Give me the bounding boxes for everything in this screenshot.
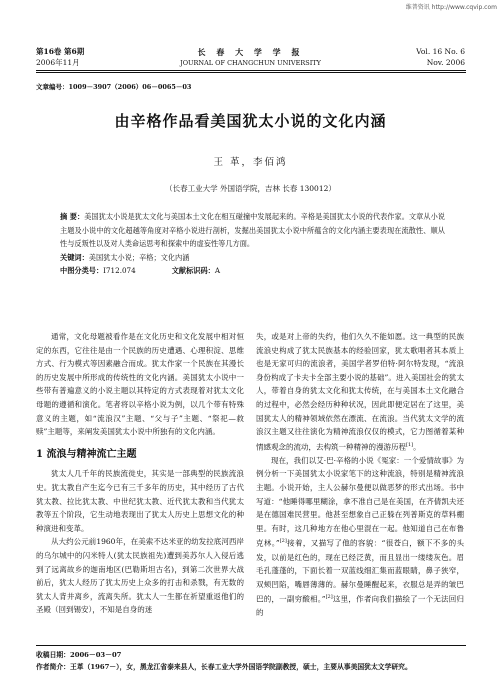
watermark: 维普资讯 http://www.cqvip.com bbox=[405, 4, 497, 11]
received-date: 收稿日期：2006－03－07 bbox=[36, 651, 122, 659]
date-en: Nov. 2006 bbox=[426, 58, 465, 67]
classification bbox=[60, 264, 445, 278]
body-text: 这里，作者向我们描绘了一个无法回归的 bbox=[256, 594, 465, 618]
class-value: I712.074 bbox=[103, 266, 136, 275]
keywords-text: 美国犹太小说；辛格；文化内涵 bbox=[88, 252, 190, 262]
journal-title-cn: 长 春 大 学 学 报 bbox=[197, 47, 304, 57]
citation: [2] bbox=[325, 594, 333, 601]
affiliation: （长春工业大学 外国语学院，吉林 长春 130012） bbox=[165, 184, 336, 193]
body-text: 现在，我们以艾·巴·辛格的小说《冤家：一个爱情故事》为例分析一下美国犹太小说家笔下的这种流浪，特别是精神流浪主题。小说开始，主人公赫尔曼便以做恶梦的形式出场。书中写道：“他睡得哪里糊涂，拿不准自己是在美国，在齐倩凯夫还是在德国难民营里。他甚至想象自己正躲在列普斯克的草料棚里。有时，这几种地方在他心里混在一起。他知道自己在布鲁克林。” bbox=[256, 455, 464, 548]
body-text: 接着，又描写了他的容貌：“很苍白，额下不多的头发，以前是红色的，现在已经泛黄，而且显出一缕缕灰色。眉毛孔蓬蓬的，下面长着一双蓝线细汇集而蓝眼睛，鼻子狭窄，双颊凹陷，嘴唇薄薄的。赫尔曼睡醒起来，衣服总是弄的皱巴巴的，一副穷酸相。” bbox=[256, 538, 464, 604]
code-label: 文献标识码： bbox=[171, 266, 215, 275]
header-rule-bottom bbox=[36, 72, 466, 73]
section-heading: 1 流浪与精神流亡主题 bbox=[36, 448, 137, 460]
body-text: 。 bbox=[413, 442, 421, 452]
volume-cn: 第16卷 第6期 bbox=[36, 47, 85, 56]
abstract-block bbox=[60, 210, 445, 278]
authors: 王 革，李佰鸿 bbox=[213, 157, 288, 168]
article-title: 由辛格作品看美国犹太小说的文化内涵 bbox=[114, 112, 387, 130]
abstract bbox=[60, 210, 445, 251]
right-column bbox=[256, 330, 464, 620]
footer-rule bbox=[36, 645, 466, 646]
header-rule-top bbox=[36, 70, 466, 71]
body-paragraph: 犹太人几千年的民族流徙史，其实是一部典型的民族流浪史。犹太教自产生迄今已有三千多年的历史，其中经历了古代犹太教、拉比犹太教、中世纪犹太教、近代犹太教和当代犹太教等五个阶段，它生动地表现出了犹太人历史上思想文化的种种演进和变革。 bbox=[36, 469, 244, 533]
abstract-text: 美国犹太小说是犹太文化与美国本土文化在相互碰撞中发展起来的。辛格是美国犹太小说的代表作家。文章从小说主题及小说中的文化超越等角度对辛格小说进行剖析，发掘出美国犹太小说中所蕴含的文化内涵主要表现在流散性、顺从性与反叛性以及对人类命运思考和探索中的虚妄性等几方面。 bbox=[60, 212, 445, 248]
code-value: A bbox=[214, 266, 221, 275]
date-cn: 2006年11月 bbox=[36, 58, 80, 67]
body-paragraph: 通常，文化母题被看作是在文化历史和文化发展中相对恒定的东西，它往往是由一个民族的历史遭遇、心理积淀、思维方式、行为模式等因素融合而成。犹太作家一个民族在其漫长的历史发展中所形成的传统性的文化内涵。美国犹太小说中一些带有普遍意义的小说主题以其特定的方式表现着对犹太文化母题的遵循和演化。笔者将以辛格小说为例，以几个带有特殊意义的主题，如“流浪汉”主题、“父与子”主题、“祭祀—救赎”主题等，来阐发美国犹太小说中所独有的文化内涵。 bbox=[36, 332, 244, 437]
body-paragraph: 从大约公元前1960年，在美索不达米亚的幼发拉底河西岸的乌尔城中的闪米特人(犹太民族祖先)遭到美苏尔人入侵后逃到了远离故乡的迦南地区(巴勒斯坦古名)，到第二次世界大战前后，犹太人经历了犹太历史上众多的打击和杀戮，有无数的犹太人背井离乡，流离失所。犹太人一生都在祈望重返他们的圣殿（回到锡安），不知是自身的迷 bbox=[36, 537, 244, 615]
keywords bbox=[60, 251, 445, 265]
author-intro: 作者简介：王革（1967－），女，黑龙江省泰来县人，长春工业大学外国语学院副教授，硕士，主要从事美国犹太文学研究。 bbox=[36, 663, 412, 671]
citation: [1] bbox=[406, 441, 414, 448]
class-label: 中图分类号： bbox=[60, 266, 104, 275]
citation: [2] bbox=[279, 538, 287, 545]
body-paragraph bbox=[256, 454, 464, 620]
abstract-label: 摘 要： bbox=[60, 212, 85, 221]
left-column bbox=[36, 330, 244, 617]
article-id: 文章编号：1009－3907（2006）06－0065－03 bbox=[36, 83, 192, 91]
body-text: 失，或是对上帝的失约，他们久久不能如愿。这一典型的民族流浪史构成了犹太民族基本的经验回家，犹太歌唱者其本质上也是无家可归的流浪者，美国学者罗伯特·阿尔特发现，“流浪身份构成了卡夫卡全部主要小说的基础”。进入美国社会的犹太人，带着自身的犹太文化和犹太传统，在与美国本土文化融合的过程中，必然会经历种种状况，因此即便定居在了这里，美国犹太人的精神领域依然在漂流、在流浪。当代犹太文学的流浪汉主题又往往演化为精神流浪仅仅的模式，它力图循着某种情感观念的流动，去构筑一种精神的漫游历程 bbox=[256, 332, 464, 452]
volume-en: Vol. 16 No. 6 bbox=[416, 47, 465, 56]
body-paragraph bbox=[256, 330, 464, 454]
journal-title-en: JOURNAL OF CHANGCHUN UNIVERSITY bbox=[180, 59, 321, 67]
keywords-label: 关键词： bbox=[60, 252, 89, 262]
